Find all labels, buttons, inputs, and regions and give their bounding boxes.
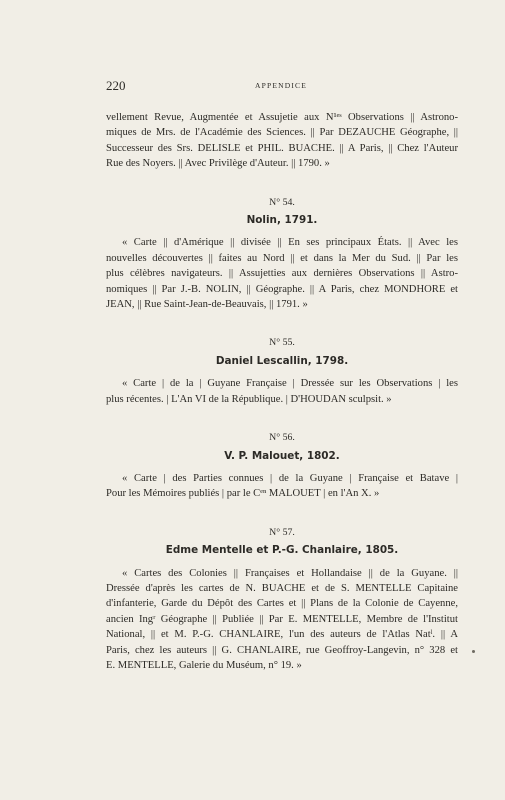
page-header xyxy=(106,78,456,94)
text-line: nomiques || Par J.-B. NOLIN, || Géographe. || A Paris, chez MONDHORE et xyxy=(106,283,458,295)
text-line: Successeur des Srs. DELISLE et PHIL. BUACHE. || A Paris, || Chez l'Auteur xyxy=(106,142,458,154)
entry-description xyxy=(106,566,458,674)
text-line: « Cartes des Colonies || Françaises et Hollandaise || de la Guyane. || xyxy=(122,567,458,579)
entry-number: N° 55. xyxy=(269,337,295,349)
text-line: ancien Ingʳ Géographe || Publiée || Par E. MENTELLE, Membre de l'Institut xyxy=(106,613,458,625)
text-line: miques de Mrs. de l'Académie des Sciences. || Par DEZAUCHE Géographe, || xyxy=(106,127,458,139)
entry-title: V. P. Malouet, 1802. xyxy=(224,449,340,462)
entry-55 xyxy=(106,335,458,407)
text-line: National, || et M. P.-G. CHANLAIRE, l'un des auteurs de l'Atlas Natˡ. || A xyxy=(106,629,458,641)
entry-description xyxy=(106,235,458,312)
text-line: Rue des Noyers. || Avec Privilège d'Auteur. || 1790. » xyxy=(106,158,330,170)
paper-speck xyxy=(472,650,475,653)
text-line: E. MENTELLE, Galerie du Muséum, n° 19. » xyxy=(106,659,302,671)
text-line: vellement Revue, Augmentée et Assujetie aux N¹ᵉˢ Observations || Astrono- xyxy=(106,112,458,123)
entry-description xyxy=(106,471,458,502)
entry-title: Daniel Lescallin, 1798. xyxy=(215,354,349,367)
entry-number: N° 57. xyxy=(269,526,295,538)
text-line: plus récentes. | L'An VI de la République. | D'HOUDAN sculpsit. » xyxy=(106,393,392,405)
entry-56 xyxy=(106,430,458,502)
entry-title: Edme Mentelle et P.-G. Chanlaire, 1805. xyxy=(165,544,399,557)
entry-57 xyxy=(106,525,458,674)
text-line: nouvelles découvertes || faites au Nord || et dans la Mer du Sud. || Par les xyxy=(106,252,458,264)
text-line: « Carte || d'Amérique || divisée || En ses principaux États. || Avec les xyxy=(122,237,458,249)
entry-number: N° 56. xyxy=(269,432,295,444)
entry-54 xyxy=(106,195,458,313)
entry-number: N° 54. xyxy=(269,196,295,208)
page-body xyxy=(106,110,458,673)
entry-title: Nolin, 1791. xyxy=(246,214,318,227)
continuation-paragraph xyxy=(106,110,458,172)
text-line: JEAN, || Rue Saint-Jean-de-Beauvais, || 1791. » xyxy=(106,299,308,311)
text-line: Pour les Mémoires publiés | par le Cᵉⁿ MALOUET | en l'An X. » xyxy=(106,488,380,500)
text-line: Paris, chez les auteurs || G. CHANLAIRE, rue Geoffroy-Langevin, n° 328 et xyxy=(106,644,458,656)
text-line: plus célèbres navigateurs. || Assujetties aux dernières Observations || Astro- xyxy=(106,268,458,280)
text-line: « Carte | des Parties connues | de la Guyane | Française et Batave | xyxy=(122,472,458,484)
text-line: « Carte | de la | Guyane Française | Dressée sur les Observations | les xyxy=(122,378,458,390)
page-number: 220 xyxy=(106,78,126,93)
entry-description xyxy=(106,376,458,407)
running-head: APPENDICE xyxy=(254,81,308,90)
text-line: d'infanterie, Garde du Dépôt des Cartes et || Plans de la Colonie de Cayenne, xyxy=(106,598,458,610)
text-line: Dressée d'après les cartes de N. BUACHE et de S. MENTELLE Capitaine xyxy=(106,582,458,594)
